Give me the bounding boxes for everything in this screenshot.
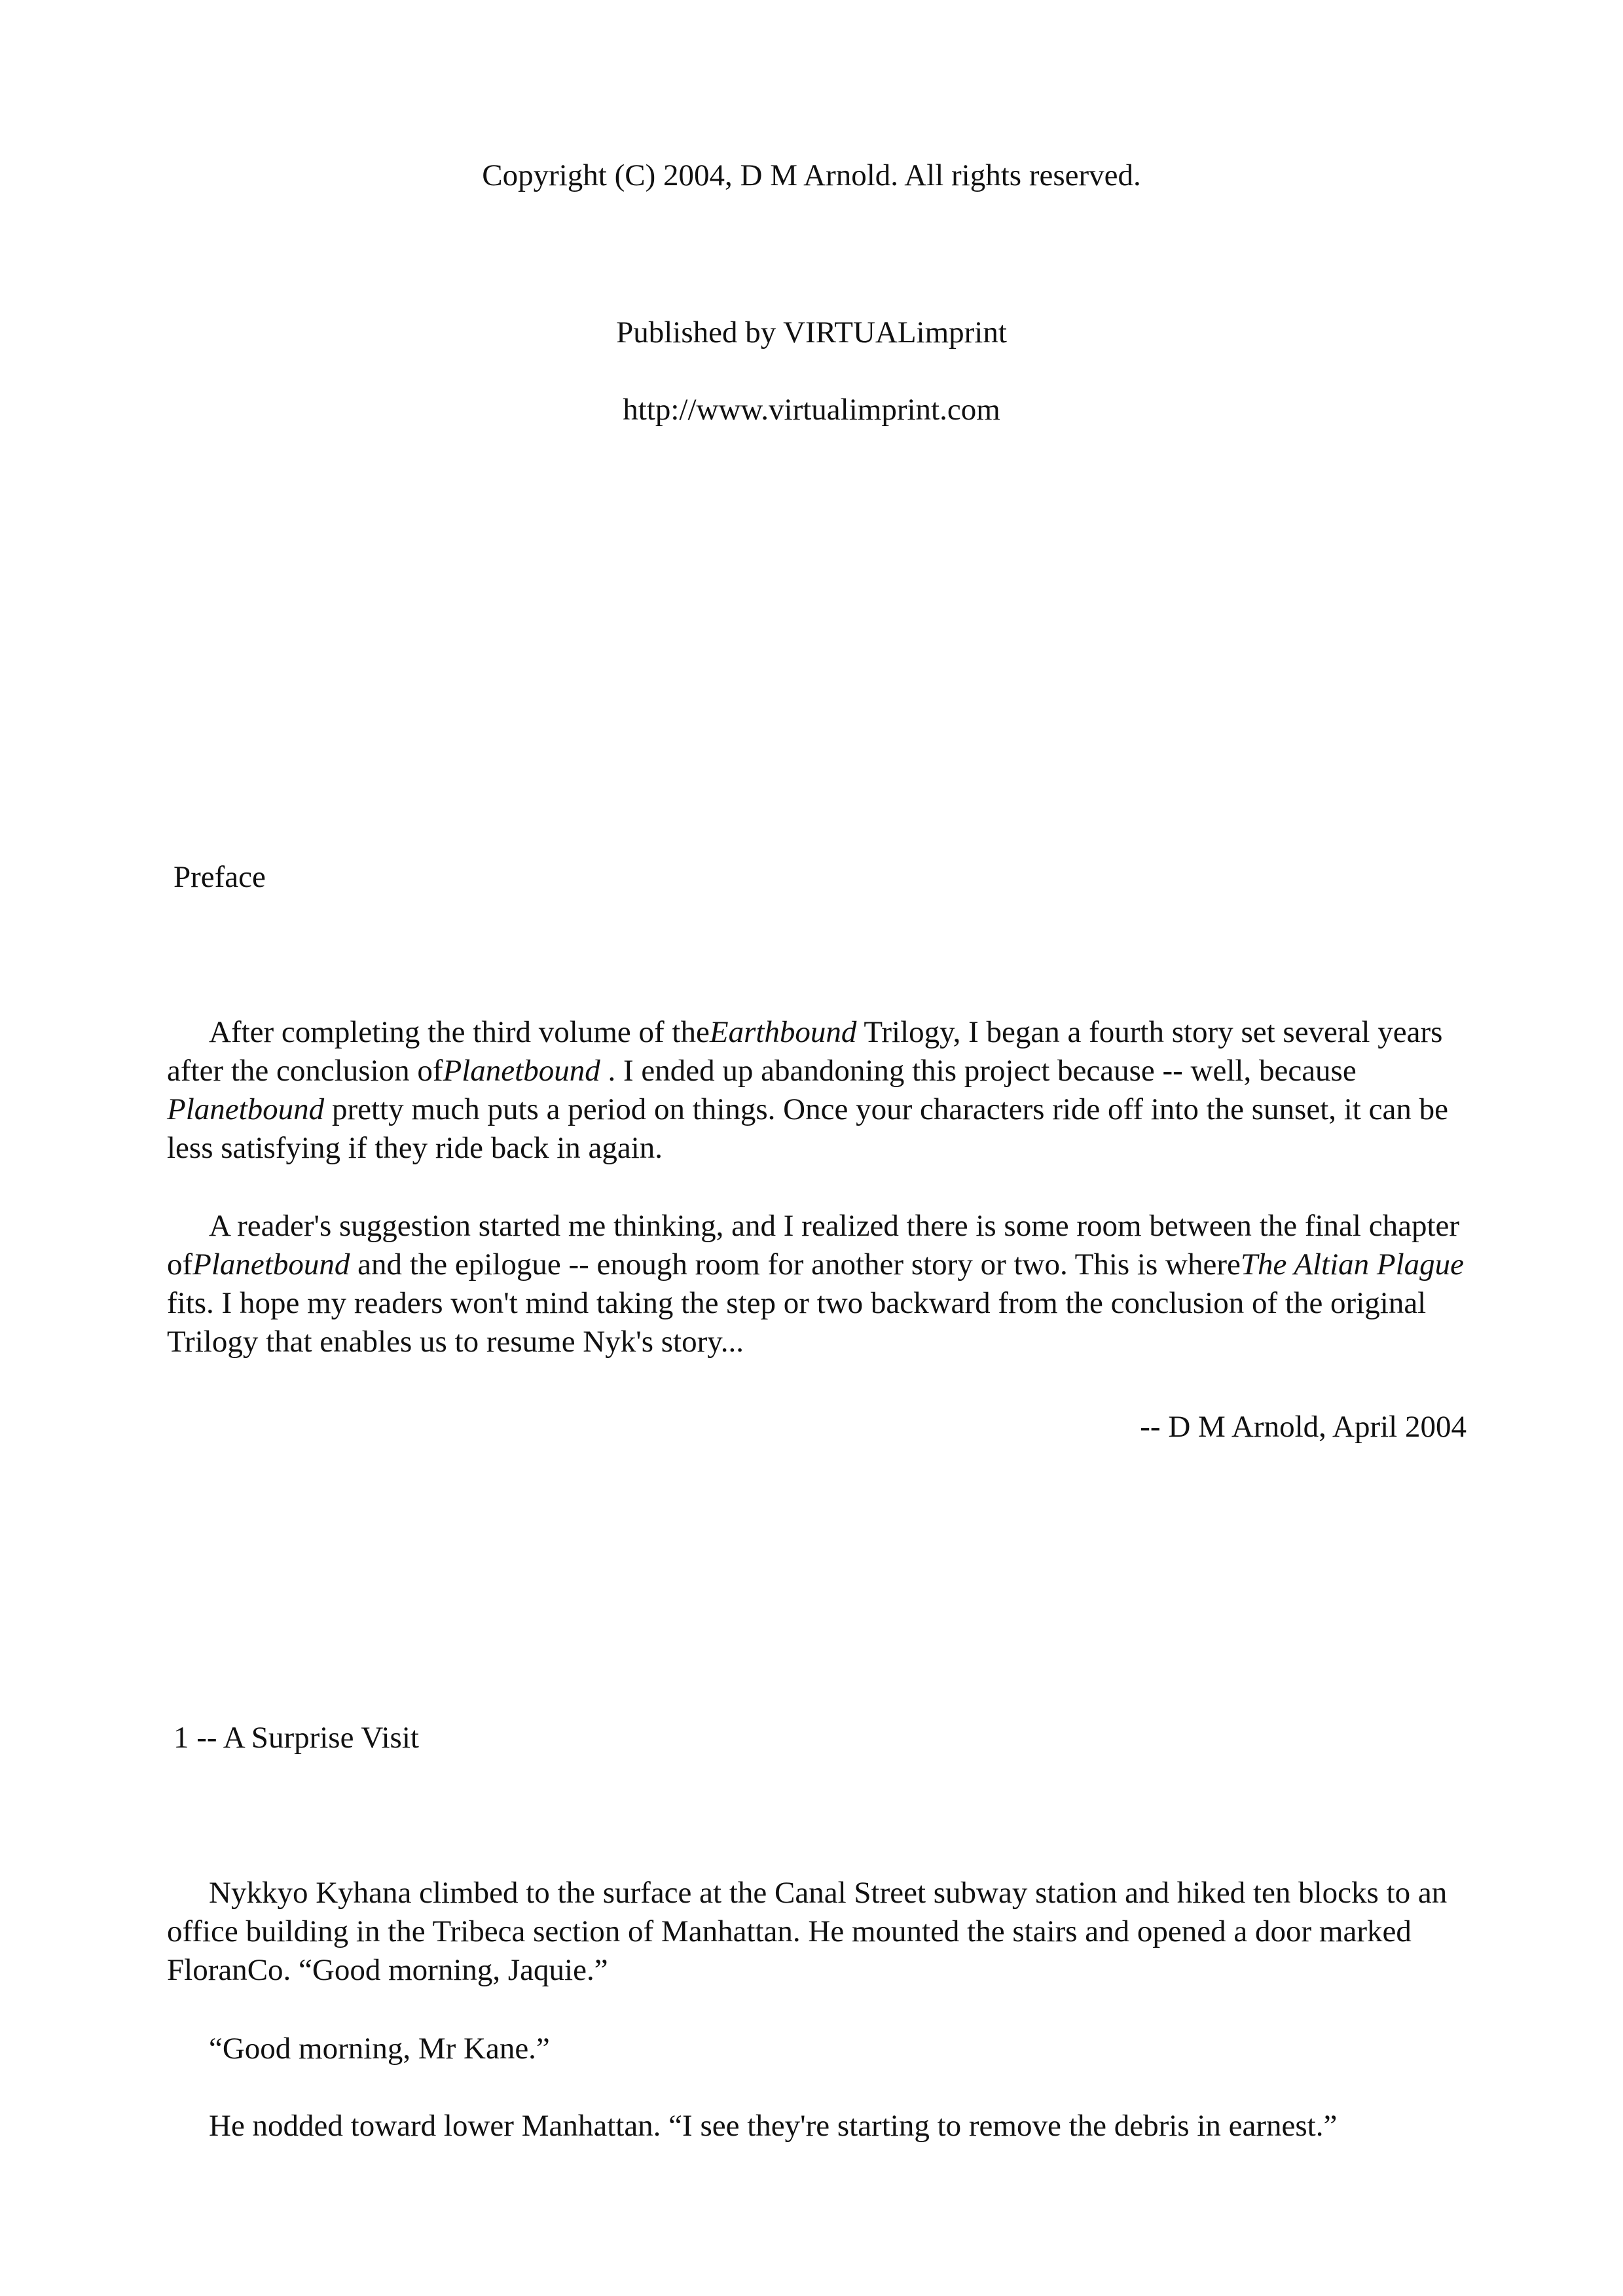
publisher-url: http://www.virtualimprint.com <box>623 393 1000 427</box>
book-title-altian-plague: The Altian Plague <box>1240 1247 1465 1282</box>
copyright-notice: Copyright (C) 2004, D M Arnold. All rights reserved. <box>482 158 1141 192</box>
preface-p1-text-3: . I ended up abandoning this project because -- well, because <box>600 1054 1357 1088</box>
book-title-earthbound: Earthbound <box>709 1015 857 1049</box>
preface-heading: Preface <box>173 860 266 894</box>
preface-p2-text-3: fits. I hope my readers won't mind taking the step or two backward from the conclusion of the original Trilogy that enables us to resume Nyk's story... <box>167 1286 1427 1359</box>
chapter-heading: 1 -- A Surprise Visit <box>173 1721 419 1755</box>
preface-p1-text-1: After completing the third volume of the <box>209 1015 710 1049</box>
preface-paragraph-2 <box>167 1207 1467 1361</box>
preface-paragraph-1 <box>167 1013 1467 1168</box>
preface-p1-text-4: pretty much puts a period on things. Once your characters ride off into the sunset, it can be less satisfying if they ride back in again. <box>167 1092 1448 1165</box>
book-title-planetbound-2: Planetbound <box>167 1092 325 1126</box>
book-title-planetbound: Planetbound <box>443 1054 600 1088</box>
preface-p2-text-2: and the epilogue -- enough room for another story or two. This is where <box>350 1247 1241 1282</box>
chapter-paragraph-1: Nykkyo Kyhana climbed to the surface at the Canal Street subway station and hiked ten blocks to an office building in the Tribeca section of Manhattan. He mounted the stairs and opened a door marked FloranCo. “Good morning, Jaquie.” <box>167 1876 1448 1987</box>
chapter-paragraph-2: “Good morning, Mr Kane.” <box>209 2032 550 2066</box>
preface-signature: -- D M Arnold, April 2004 <box>1140 1410 1467 1444</box>
publisher-line: Published by VIRTUALimprint <box>616 315 1007 350</box>
preface-p1-text-2: Trilogy, I began a fourth story set several years after the conclusion of <box>167 1015 1443 1088</box>
book-title-planetbound-3: Planetbound <box>192 1247 350 1282</box>
chapter-paragraph-3: He nodded toward lower Manhattan. “I see they're starting to remove the debris in earnest.” <box>209 2109 1338 2143</box>
preface-p2-text-1: A reader's suggestion started me thinking, and I realized there is some room between the final chapter of <box>167 1209 1460 1282</box>
